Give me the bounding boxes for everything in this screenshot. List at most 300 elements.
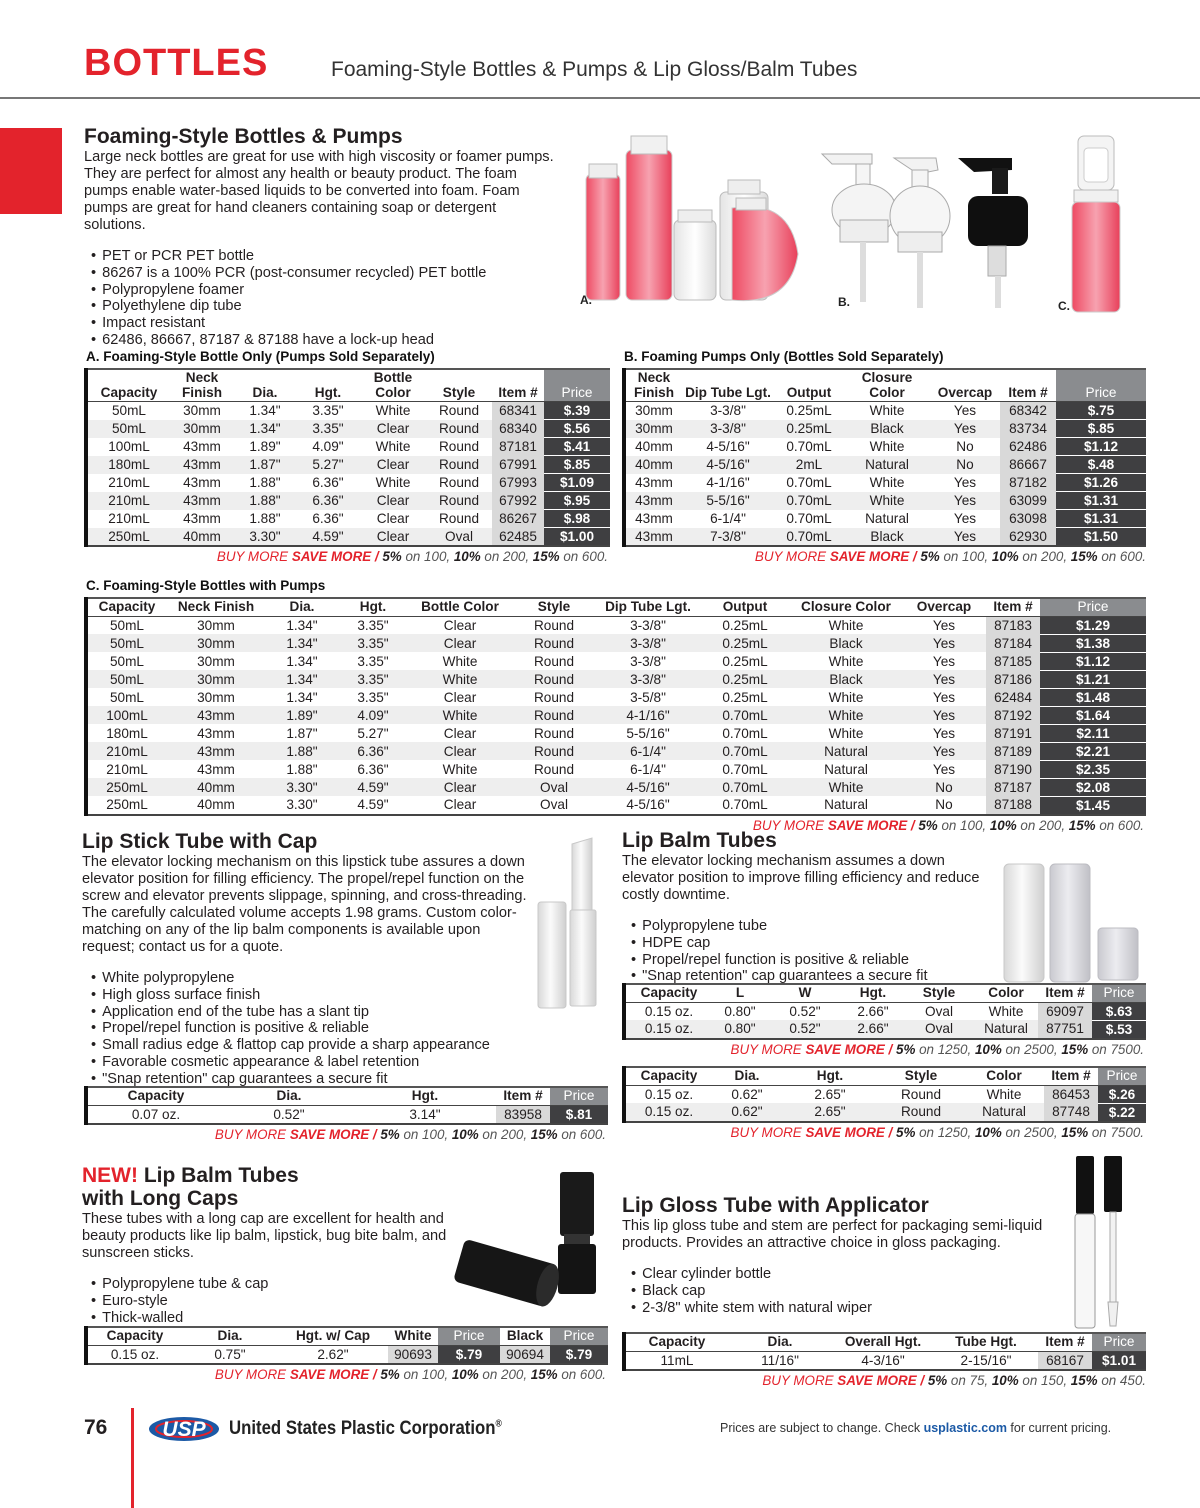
discount-quantity: on 600. (557, 1126, 606, 1142)
table-row (624, 510, 1146, 528)
table-cell: Yes (932, 653, 956, 669)
col-header: Item # (1000, 369, 1056, 402)
buy-more-label: BUY MORE (754, 549, 830, 564)
table-cell: 3.30" (266, 778, 338, 796)
price-cell: $.22 (1098, 1103, 1146, 1122)
discount-quantity: on 100, (939, 549, 992, 564)
item-number-cell: 87183 (986, 616, 1040, 634)
col-header: Output (774, 369, 844, 402)
buy-more-label: BUY MORE (214, 1126, 290, 1142)
col-header: Neck Finish (624, 369, 682, 402)
table-cell: Clear (360, 456, 426, 474)
price-cell: $1.00 (544, 528, 610, 547)
table-cell: 0.25mL (722, 689, 768, 705)
table-cell: 1.89" (249, 439, 281, 454)
company-name-text: United States Plastic Corporation (229, 1417, 496, 1439)
buy-more-discount (84, 1367, 606, 1382)
foaming-title: Foaming-Style Bottles & Pumps (84, 125, 403, 148)
price-cell: $.98 (544, 510, 610, 528)
table-cell: 30mm (170, 420, 234, 438)
item-number-cell: 87191 (986, 724, 1040, 742)
col-header-price: Price (1040, 598, 1146, 616)
table-row (624, 438, 1146, 456)
discount-percent: 5% (380, 1366, 400, 1382)
table-cell: 11mL (660, 1352, 694, 1368)
save-more-label: SAVE MORE (805, 1041, 885, 1057)
longcap-title-line2: with Long Caps (82, 1187, 239, 1210)
table-cell: 1.34" (234, 420, 296, 438)
lipbalm-table1-block (622, 983, 1146, 1057)
col-header: Closure Color (844, 369, 930, 402)
gloss-bullets (631, 1266, 1052, 1316)
col-header: Hgt. (842, 984, 904, 1002)
table-cell: 0.70mL (774, 492, 844, 510)
table-cell: 50mL (109, 653, 144, 669)
col-header-price: Price (438, 1327, 500, 1345)
lipbalm-table-1 (622, 983, 1146, 1040)
col-header: Neck Finish (170, 369, 234, 402)
bullet-item: • Polypropylene foamer (91, 282, 564, 299)
item-number-cell: 90694 (500, 1345, 550, 1364)
discount-percent: 5% (896, 1124, 916, 1140)
bullet-item: • HDPE cap (631, 935, 1002, 952)
table-cell: Yes (930, 420, 1000, 438)
table-cell: 0.25mL (722, 653, 768, 669)
table-row (86, 528, 610, 547)
table-cell: 6.36" (338, 742, 408, 760)
table-cell: 43mm (183, 511, 221, 526)
discount-percent: 15% (532, 549, 560, 564)
table-cell: 3-3/8" (596, 634, 700, 652)
table-cell: 30mm (635, 403, 673, 419)
bullet-item: • Impact resistant (91, 315, 564, 332)
price-cell: $.41 (544, 438, 610, 456)
separator: / (916, 1372, 928, 1388)
longcap-section (82, 1164, 462, 1326)
discount-percent: 10% (453, 549, 481, 564)
table-cell: 0.70mL (700, 742, 790, 760)
lipbalm-title: Lip Balm Tubes (622, 829, 777, 852)
table-cell: 4-5/16" (596, 778, 700, 796)
table-cell: 180mL (106, 725, 148, 741)
price-cell: $.81 (550, 1105, 608, 1124)
table-cell: 4.59" (296, 528, 360, 547)
table-cell: 5.27" (357, 725, 389, 741)
bullet-item: • Propel/repel function is positive & reliable (631, 952, 1002, 969)
col-header: Item # (1044, 1067, 1098, 1085)
table-cell: 6-1/4" (630, 761, 666, 777)
lipstick-table-body (86, 1105, 608, 1124)
table-row (86, 778, 1146, 796)
table-row (86, 438, 610, 456)
company-name (229, 1417, 502, 1440)
table-cell: Black (790, 670, 902, 688)
table-cell: White (442, 761, 478, 777)
table-cell: 4.09" (312, 439, 344, 454)
table-cell: 3-5/8" (630, 689, 666, 705)
gloss-table (622, 1332, 1146, 1371)
table-cell: Round (512, 742, 596, 760)
longcap-table-body (86, 1345, 608, 1364)
table-cell: 1.88" (266, 742, 338, 760)
lipbalm-table-2 (622, 1066, 1146, 1123)
item-number-cell: 67992 (492, 492, 544, 510)
price-cell: $1.31 (1056, 492, 1146, 510)
table-cell: 0.25mL (774, 420, 844, 438)
table-cell: Yes (932, 761, 956, 777)
bullet-item: • Favorable cosmetic appearance & label retention (91, 1054, 612, 1071)
table-row (86, 688, 1146, 706)
table-cell: White (408, 670, 512, 688)
table-cell: Natural (844, 456, 930, 474)
table-cell: White (828, 725, 864, 741)
discount-percent: 15% (1068, 817, 1096, 833)
col-header: Item # (496, 1087, 550, 1105)
table-a-body (86, 402, 610, 547)
item-number-cell: 62484 (986, 688, 1040, 706)
table-cell: 30mm (183, 403, 221, 419)
price-cell: $2.35 (1040, 760, 1146, 778)
table-cell: Clear (408, 634, 512, 652)
separator: / (369, 1366, 381, 1382)
foaming-description: Large neck bottles are great for use with high viscosity or foamer pumps. They are perfect for almost any health or beauty product. The foam pumps enable water-based liquids to be converted into foam. Foam pumps are great for hand cleaners containing soap or detergent solutions. (84, 149, 554, 233)
table-cell: Clear (360, 492, 426, 510)
table-cell: 3.35" (357, 689, 389, 705)
table-cell: 6.36" (357, 761, 389, 777)
item-number-cell: 83958 (496, 1105, 550, 1124)
table-b-caption: B. Foaming Pumps Only (Bottles Sold Separately) (624, 349, 944, 364)
gloss-table-block (622, 1332, 1146, 1388)
table-cell: Round (512, 634, 596, 652)
table-a-caption: A. Foaming-Style Bottle Only (Pumps Sold Separately) (86, 349, 435, 364)
table-cell: Black (790, 634, 902, 652)
price-cell: $.79 (438, 1345, 500, 1364)
table-cell: 3.30" (286, 797, 318, 813)
table-cell: 3-3/8" (630, 617, 666, 633)
table-cell: Natural (964, 1103, 1044, 1122)
item-number-cell: 69097 (1038, 1002, 1092, 1020)
table-cell: 43mm (183, 475, 221, 490)
table-cell: Oval (925, 1003, 953, 1019)
lipbalm-table2-block (622, 1066, 1146, 1140)
table-cell: 100mL (108, 439, 150, 454)
table-cell: 0.80" (724, 1003, 756, 1019)
table-cell: 210mL (86, 742, 166, 760)
item-number-cell: 86667 (1000, 456, 1056, 474)
price-cell: $.26 (1098, 1085, 1146, 1103)
col-header: Overcap (902, 598, 986, 616)
bullet-item: • Clear cylinder bottle (631, 1266, 1052, 1283)
table-cell: 0.25mL (722, 617, 768, 633)
save-more-label: SAVE MORE (837, 1372, 917, 1388)
table-cell: Natural (865, 511, 909, 526)
col-header: Dia. (234, 369, 296, 402)
table-cell: No (902, 778, 986, 796)
pricing-note (720, 1421, 1111, 1435)
col-header: Color (974, 984, 1038, 1002)
table-cell: Clear (443, 725, 477, 741)
table-cell: 2mL (774, 456, 844, 474)
col-header: Capacity (86, 598, 166, 616)
table-cell: 0.70mL (722, 725, 768, 741)
discount-quantity: on 2500, (1001, 1124, 1062, 1140)
price-cell: $.85 (544, 456, 610, 474)
table-cell: Oval (426, 528, 492, 547)
item-number-cell: 87748 (1044, 1103, 1098, 1122)
col-header: W (768, 984, 842, 1002)
buy-more-discount (622, 1125, 1144, 1140)
table-cell: Black (844, 528, 930, 547)
table-cell: Yes (953, 475, 977, 490)
table-cell: Yes (932, 617, 956, 633)
table-cell: Clear (360, 528, 426, 547)
item-number-cell: 63098 (1000, 510, 1056, 528)
col-header: Style (904, 984, 974, 1002)
table-row (86, 420, 610, 438)
table-b (622, 368, 1146, 547)
item-number-cell: 83734 (1000, 420, 1056, 438)
price-cell: $.48 (1056, 456, 1146, 474)
price-cell: $1.29 (1040, 616, 1146, 634)
table-cell: 3.35" (338, 670, 408, 688)
lipstick-section (82, 830, 612, 1088)
pricing-note-post: for current pricing. (1006, 1421, 1112, 1435)
table-cell: Round (533, 653, 575, 669)
col-header: Style (878, 1067, 964, 1085)
save-more-label: SAVE MORE (291, 549, 372, 564)
table-row (86, 402, 610, 420)
table-cell: 40mm (197, 797, 235, 813)
col-header: Hgt. (782, 1067, 878, 1085)
item-number-cell: 86453 (1044, 1085, 1098, 1103)
table-cell: 50mL (109, 617, 144, 633)
table-cell: White (869, 439, 905, 454)
col-header: Closure Color (790, 598, 902, 616)
table-c-caption: C. Foaming-Style Bottles with Pumps (86, 578, 326, 593)
table-cell: 5.27" (296, 456, 360, 474)
table-cell: 1.88" (249, 475, 281, 490)
discount-percent: 10% (451, 1366, 479, 1382)
table-cell: 40mm (635, 439, 673, 454)
buy-more-label: BUY MORE (730, 1124, 806, 1140)
table-cell: 43mm (624, 528, 682, 547)
gloss-section (622, 1194, 1052, 1316)
table-a-block (84, 349, 610, 564)
table-cell: Round (426, 456, 492, 474)
table-cell: Round (533, 725, 575, 741)
buy-more-discount (84, 1127, 606, 1142)
table-row (624, 402, 1146, 420)
table-cell: Clear (360, 420, 426, 438)
table-cell: 1.88" (234, 492, 296, 510)
table-cell: 3.35" (296, 420, 360, 438)
page-number: 76 (84, 1416, 108, 1439)
col-header: Bottle Color (360, 369, 426, 402)
table-c (84, 597, 1146, 816)
table-cell: White (869, 475, 905, 490)
discount-quantity: on 100, (937, 817, 990, 833)
website-link[interactable]: usplastic.com (923, 1421, 1007, 1435)
bullet-item: • Small radius edge & flattop cap provide a sharp appearance (91, 1037, 612, 1054)
table-cell: 210mL (86, 492, 170, 510)
table-row (624, 1351, 1146, 1370)
table-cell: Round (426, 420, 492, 438)
table-cell: Round (533, 761, 575, 777)
discount-percent: 10% (989, 817, 1017, 833)
col-header: L (712, 984, 768, 1002)
table-cell: Yes (902, 634, 986, 652)
col-header: Capacity (86, 1327, 182, 1345)
item-number-cell: 68167 (1038, 1351, 1092, 1370)
discount-percent: 5% (918, 817, 938, 833)
table-row (86, 760, 1146, 778)
table-cell: White (828, 653, 864, 669)
table-row (86, 456, 610, 474)
discount-quantity: on 200, (478, 1126, 531, 1142)
item-number-cell: 87181 (492, 438, 544, 456)
table-cell: 2.65" (814, 1086, 846, 1102)
table-cell: Round (533, 689, 575, 705)
buy-more-discount (622, 1373, 1146, 1388)
table-b-body (624, 402, 1146, 547)
lipstick-tube-image (534, 836, 608, 1012)
item-number-cell: 87751 (1038, 1020, 1092, 1039)
table-cell: 3.14" (409, 1106, 441, 1122)
table-cell: Yes (902, 706, 986, 724)
discount-percent: 15% (1070, 1372, 1098, 1388)
buy-more-label: BUY MORE (752, 817, 828, 833)
table-cell: 2.66" (842, 1020, 904, 1039)
discount-quantity: on 200, (480, 549, 533, 564)
bullet-item: • PET or PCR PET bottle (91, 248, 564, 265)
table-cell: Clear (408, 742, 512, 760)
longcap-table-block (84, 1326, 608, 1382)
table-cell: Round (512, 670, 596, 688)
table-row (86, 652, 1146, 670)
save-more-label: SAVE MORE (289, 1126, 370, 1142)
col-header: Style (512, 598, 596, 616)
discount-percent: 5% (896, 1041, 916, 1057)
table-cell: 0.70mL (786, 511, 832, 526)
page-subtitle: Foaming-Style Bottles & Pumps & Lip Gloss/Balm Tubes (331, 58, 858, 81)
price-cell: $1.01 (1092, 1351, 1146, 1370)
col-header: Bottle Color (408, 598, 512, 616)
item-number-cell: 86267 (492, 510, 544, 528)
lipstick-description: The elevator locking mechanism on this lipstick tube assures a down elevator position for filling efficiency. The propel/repel function on the screw and elevator prevents slippage, spinning, and cross-threading. The carefully calculated volume accepts 1.98 grams. Custom color-matching on any of the lip balm components is available upon request; contact us for a quote. (82, 854, 527, 955)
discount-quantity: on 100, (399, 1126, 452, 1142)
table-row (624, 474, 1146, 492)
discount-quantity: on 1250, (915, 1124, 975, 1140)
price-cell: $.95 (544, 492, 610, 510)
col-header: Hgt. w/ Cap (278, 1327, 388, 1345)
col-header: Hgt. (338, 598, 408, 616)
table-cell: 0.62" (712, 1103, 782, 1122)
discount-percent: 10% (974, 1041, 1002, 1057)
table-row (624, 456, 1146, 474)
bullet-item: • Polyethylene dip tube (91, 298, 564, 315)
col-header: Dia. (712, 1067, 782, 1085)
price-cell: $.79 (550, 1345, 608, 1364)
image-label-b: B. (838, 295, 850, 309)
table-cell: Round (512, 706, 596, 724)
discount-percent: 5% (920, 549, 940, 564)
table-row (624, 1020, 1146, 1039)
table-cell: 43mm (635, 475, 673, 490)
col-header-price: Price (1092, 1333, 1146, 1351)
table-cell: No (935, 797, 953, 813)
lipbalm-section (622, 829, 1002, 985)
foam-pumps-image (818, 150, 1058, 312)
bullet-item: • "Snap retention" cap guarantees a secure fit (91, 1071, 612, 1088)
discount-quantity: on 200, (478, 1366, 531, 1382)
item-number-cell: 68340 (492, 420, 544, 438)
table-row (86, 670, 1146, 688)
table-row (86, 634, 1146, 652)
longcap-bullets (91, 1276, 462, 1326)
table-cell: Round (438, 403, 480, 419)
table-cell: Oval (512, 778, 596, 796)
table-cell: 0.70mL (700, 778, 790, 796)
table-cell: 30mm (166, 670, 266, 688)
bullet-item: • High gloss surface finish (91, 987, 612, 1004)
discount-quantity: on 100, (401, 549, 454, 564)
registered-mark: ® (495, 1418, 502, 1430)
table-cell: 43mm (197, 761, 235, 777)
table-cell: 2.62" (317, 1346, 349, 1362)
table-cell: 50mL (86, 670, 166, 688)
discount-percent: 15% (1061, 1124, 1089, 1140)
col-header: Hgt. (296, 369, 360, 402)
table-cell: 50mL (109, 689, 144, 705)
table-cell: 43mm (624, 492, 682, 510)
table-cell: 50mL (86, 634, 166, 652)
table-cell: Yes (902, 670, 986, 688)
table-cell: 4.59" (357, 797, 389, 813)
logo-text: USP (162, 1418, 206, 1441)
table-cell: Yes (932, 725, 956, 741)
table-cell: Natural (824, 761, 868, 777)
table-cell: 0.70mL (700, 706, 790, 724)
table-cell: White (790, 706, 902, 724)
col-header-price: Price (550, 1087, 608, 1105)
discount-quantity: on 600. (557, 1366, 606, 1382)
table-cell: White (844, 492, 930, 510)
table-cell: 0.15 oz. (110, 1346, 160, 1362)
table-row (624, 528, 1146, 547)
table-cell: 0.70mL (722, 797, 768, 813)
col-header: Output (700, 598, 790, 616)
table-cell: 250mL (86, 528, 170, 547)
table-cell: Round (438, 439, 480, 454)
lip-gloss-image (1070, 1154, 1140, 1332)
discount-percent: 15% (1070, 549, 1098, 564)
table-cell: No (930, 456, 1000, 474)
table-row (86, 796, 1146, 815)
discount-percent: 15% (1061, 1041, 1089, 1057)
table-row (86, 1105, 608, 1124)
table-cell: 2.65" (782, 1103, 878, 1122)
table-cell: 0.70mL (722, 761, 768, 777)
discount-percent: 5% (382, 549, 402, 564)
col-header-price: Price (1098, 1067, 1146, 1085)
discount-quantity: on 600. (1097, 549, 1146, 564)
table-cell: 1.34" (266, 670, 338, 688)
table-row (86, 742, 1146, 760)
table-cell: 4.59" (338, 778, 408, 796)
table-cell: 2.66" (857, 1003, 889, 1019)
lipbalm-tubes-image (1000, 860, 1146, 988)
table-cell: White (828, 689, 864, 705)
